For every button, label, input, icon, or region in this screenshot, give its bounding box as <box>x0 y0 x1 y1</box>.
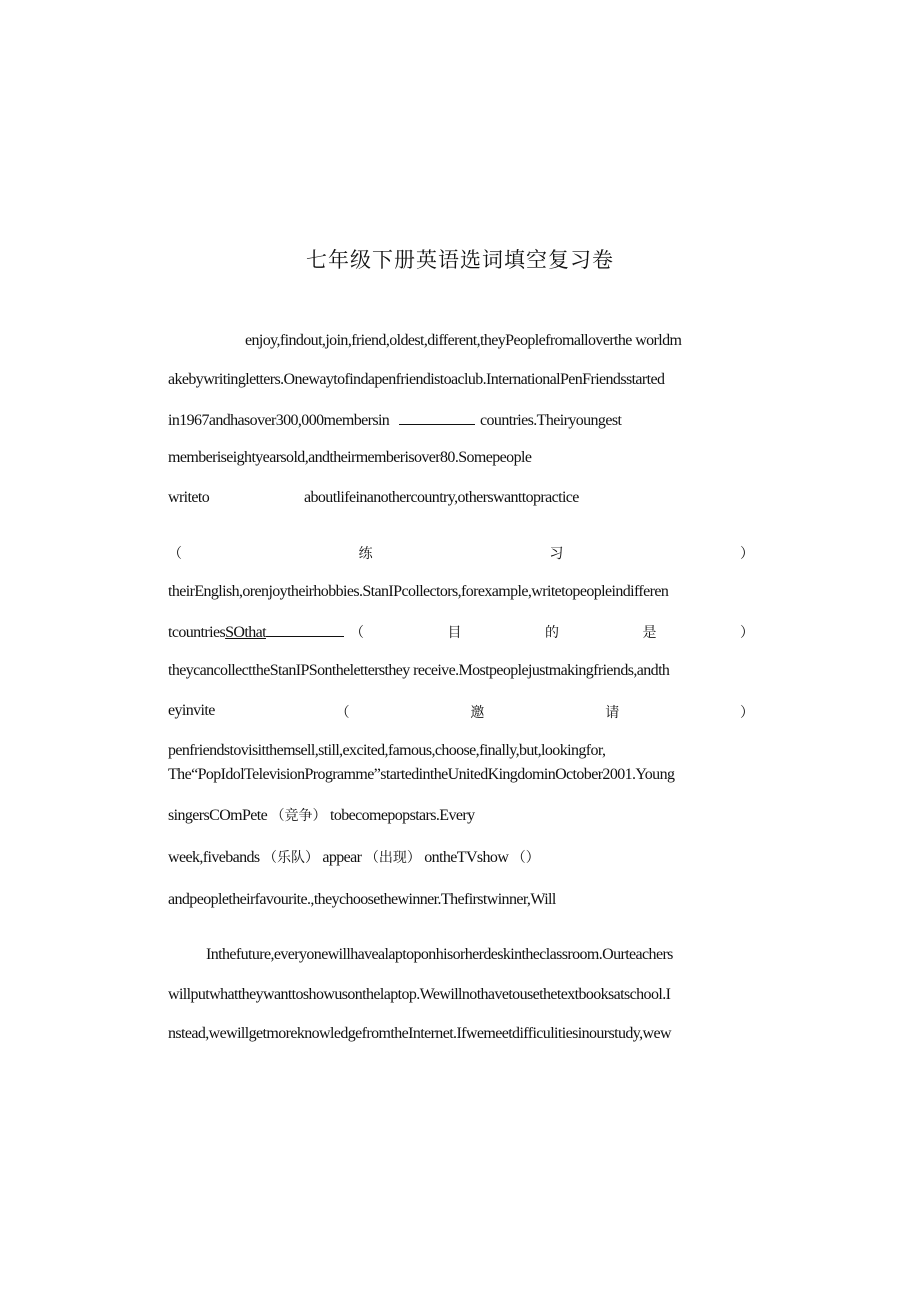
p1-line-2: akebywritingletters.Onewaytofindapenfriendistoaclub.InternationalPenFriendsstarted <box>168 371 665 388</box>
document-title: 七年级下册英语选词填空复习卷 <box>306 248 614 272</box>
p1-line-1: enjoy,findout,join,friend,oldest,different,theyPeoplefromalloverthe worldm <box>245 332 682 349</box>
p1-line-11: penfriendstovisitthemsell,still,excited,famous,choose,finally,but,lookingfor, <box>168 742 606 759</box>
p1-line-8-hint <box>350 622 754 642</box>
paren-close: ） <box>739 546 754 562</box>
p1-line-14 <box>168 847 540 867</box>
p1-line-6 <box>168 543 754 563</box>
p2-line-3: nstead,wewillgetmoreknowledgefromtheInternet.Ifwemeetdifficulitiesinourstudy,wew <box>168 1025 671 1042</box>
hint-char: 请 <box>605 705 620 721</box>
hint-char: 邀 <box>470 705 485 721</box>
paren-open: （ <box>335 705 350 721</box>
p1-line-3-text-b: countries.Theiryoungest <box>480 412 622 429</box>
p2-line-1: Inthefuture,everyonewillhavealaptoponhisorherdeskintheclassroom.Ourteachers <box>206 946 673 963</box>
paren-open: （ <box>349 625 364 641</box>
p1-line-15: andpeopletheirfavourite.,theychoosethewinner.Thefirstwinner,Will <box>168 891 556 908</box>
fill-blank[interactable] <box>399 410 475 425</box>
p1-line-13 <box>168 805 475 825</box>
p1-line-5a: writeto <box>168 489 210 506</box>
p1-line-14-text-c: ontheTVshow <box>424 849 509 866</box>
p1-line-10-text: eyinvite <box>168 702 215 719</box>
hint-char: 练 <box>358 546 373 562</box>
hint-chinese: （） <box>511 850 540 866</box>
p1-line-13-text-b: tobecomepopstars.Every <box>329 807 475 824</box>
hint-chinese: （乐队） <box>262 850 319 866</box>
p1-line-7: theirEnglish,orenjoytheirhobbies.StanIPcollectors,forexample,writetopeopleindifferen <box>168 583 669 600</box>
hint-char: 的 <box>544 625 559 641</box>
hint-chinese: （出现） <box>364 850 421 866</box>
paren-close: ） <box>740 705 754 721</box>
hint-chinese: （竞争） <box>270 808 327 824</box>
p1-line-8 <box>168 622 754 642</box>
p1-line-12: The“PopIdolTelevisionProgramme”startedintheUnitedKingdominOctober2001.Young <box>168 766 675 783</box>
p1-line-13-text-a: singersCOmPete <box>168 807 268 824</box>
p1-line-9: theycancollecttheStanIPSonthelettersthey receive.Mostpeoplejustmakingfriends,andth <box>168 662 670 679</box>
hint-char: 是 <box>642 625 657 641</box>
p1-line-4: memberiseightyearsold,andtheirmemberisover80.Somepeople <box>168 449 532 466</box>
fill-blank[interactable] <box>266 622 344 637</box>
paren-close: ） <box>739 625 754 641</box>
p2-line-2: willputwhattheywanttoshowusonthelaptop.Wewillnothavetousethetextbooksatschool.I <box>168 986 671 1003</box>
p1-line-5b: aboutlifeinanothercountry,otherswanttopractice <box>304 489 579 506</box>
p1-line-8-text-a: tcountries <box>168 624 226 641</box>
underlined-phrase: SOthat <box>225 624 266 641</box>
paren-open: （ <box>168 546 182 562</box>
hint-char: 目 <box>447 625 462 641</box>
p1-line-14-text-b: appear <box>322 849 362 866</box>
p1-line-3 <box>168 410 621 430</box>
p1-line-10 <box>168 702 754 722</box>
p1-line-14-text-a: week,fivebands <box>168 849 260 866</box>
p1-line-3-text-a: in1967andhasover300,000membersin <box>168 412 390 429</box>
hint-char: 习 <box>549 546 564 562</box>
